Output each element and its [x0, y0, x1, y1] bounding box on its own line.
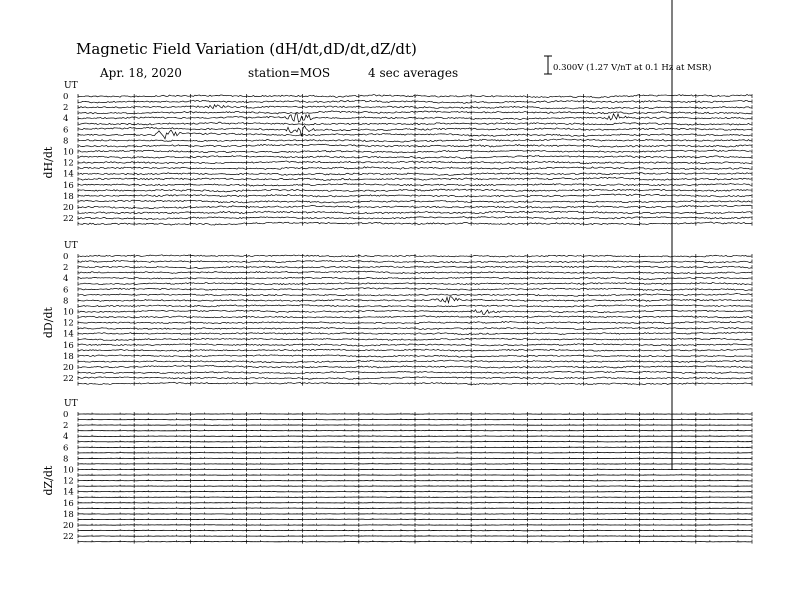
panel-2 [42, 399, 752, 544]
row-label: 8 [63, 454, 69, 465]
row-label: 16 [63, 180, 74, 191]
panel-0 [42, 81, 752, 226]
row-label: 12 [63, 158, 74, 169]
panel-1 [42, 241, 752, 386]
row-label: 18 [63, 191, 74, 202]
row-label: 14 [63, 487, 74, 498]
row-label: 18 [63, 351, 74, 362]
ut-label: UT [64, 241, 78, 251]
row-label: 6 [63, 443, 69, 454]
row-label: 2 [63, 421, 69, 432]
row-label: 22 [63, 214, 74, 225]
panel-ylabel: dD/dt [42, 307, 55, 339]
row-label: 0 [63, 410, 69, 420]
averaging-label: 4 sec averages [368, 66, 459, 80]
row-label: 22 [63, 374, 74, 385]
row-label: 16 [63, 498, 74, 509]
panel-ylabel: dH/dt [42, 146, 55, 179]
row-label: 8 [63, 136, 69, 147]
row-label: 8 [63, 296, 69, 307]
row-label: 20 [63, 363, 74, 373]
ut-label: UT [64, 81, 78, 91]
date-label: Apr. 18, 2020 [100, 66, 182, 80]
row-label: 22 [63, 532, 74, 543]
row-label: 14 [63, 329, 74, 340]
scale-label: 0.300V (1.27 V/nT at 0.1 Hz at MSR) [553, 63, 712, 73]
station-label: station=MOS [248, 66, 331, 80]
row-label: 6 [63, 125, 69, 136]
row-label: 18 [63, 509, 74, 520]
row-label: 0 [63, 252, 69, 262]
row-label: 12 [63, 318, 74, 329]
row-label: 4 [63, 274, 69, 285]
row-label: 16 [63, 340, 74, 351]
row-label: 2 [63, 103, 69, 114]
row-label: 20 [63, 521, 74, 531]
row-label: 10 [63, 465, 74, 476]
row-label: 6 [63, 285, 69, 296]
row-label: 2 [63, 263, 69, 274]
ut-label: UT [64, 399, 78, 409]
row-label: 4 [63, 432, 69, 443]
panel-ylabel: dZ/dt [42, 465, 55, 496]
row-label: 14 [63, 169, 74, 180]
row-label: 0 [63, 92, 69, 102]
scale-bar [544, 56, 711, 74]
row-label: 10 [63, 147, 74, 158]
row-label: 10 [63, 307, 74, 318]
row-label: 4 [63, 114, 69, 125]
row-label: 20 [63, 203, 74, 213]
chart-title: Magnetic Field Variation (dH/dt,dD/dt,dZ/dt) [76, 40, 417, 58]
row-label: 12 [63, 476, 74, 487]
